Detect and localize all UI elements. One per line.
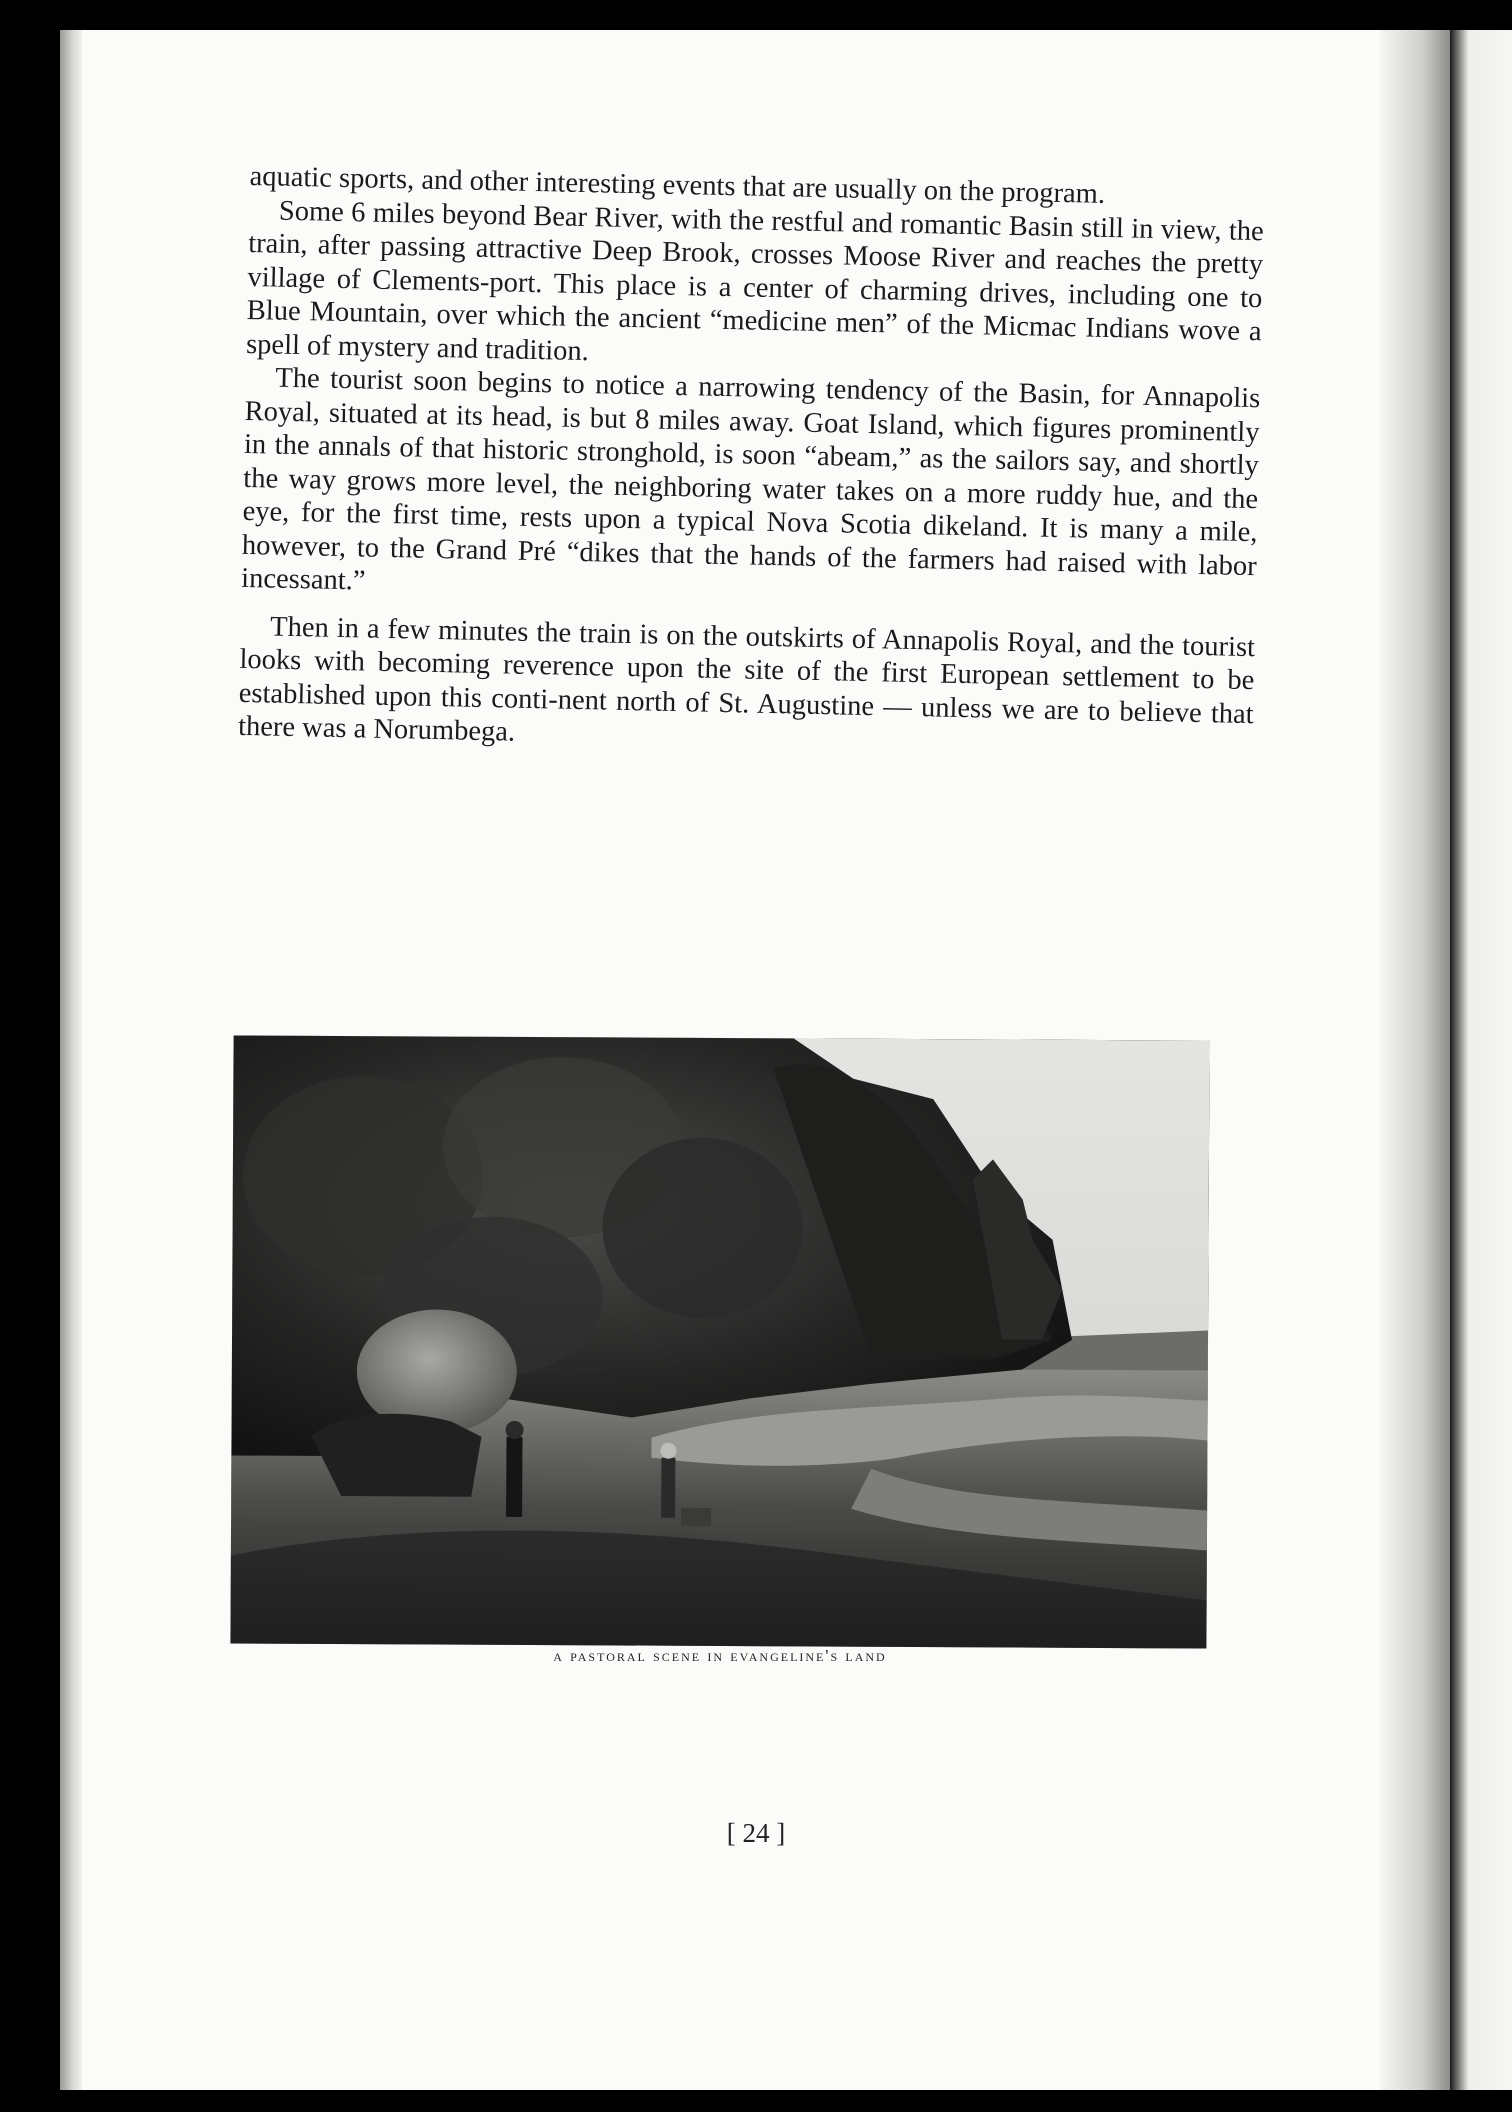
pastoral-scene-image [230, 1035, 1209, 1648]
paragraph: Some 6 miles beyond Bear River, with the restful and romantic Basin still in view, the train, after passing attractive Deep Brook, crosses Moose River and reaches the pretty village of Clements-port. This place is a center of charming drives, including one to Blue Mountain, over which the ancient “medicine men” of the Micmac Indians wove a spell of mystery and tradition. [245, 195, 1265, 367]
paragraph: The tourist soon begins to notice a narrowing tendency of the Basin, for Annapolis Royal, situated at its head, is but 8 miles away. Goat Island, which figures prominently in the annals of that historic stronghold, is soon “abeam,” as the sailors say, and shortly the way grows more level, the neighboring water takes on a more ruddy hue, and the eye, for the first time, rests upon a typical Nova Scotia dikeland. It is many a mile, however, to the Grand Pré “dikes that the hands of the farmers had raised with labor incessant.” [240, 362, 1261, 597]
paragraph: Then in a few minutes the train is on the outskirts of Annapolis Royal, and the tourist looks with becoming reverence upon the site of the first European settlement to be established upon this conti-nent north of St. Augustine — unless we are to believe that there was a Norumbega. [237, 611, 1256, 748]
page-edge [60, 30, 82, 2090]
page-gutter [1380, 30, 1450, 2090]
photograph [230, 1035, 1209, 1648]
figure-caption: a pastoral scene in evangeline's land [553, 1646, 887, 1665]
body-text [238, 160, 1265, 765]
facing-page-edge [1450, 30, 1512, 2090]
paragraph: aquatic sports, and other interesting events that are usually on the program. [249, 160, 1106, 210]
page-number: [ 24 ] [726, 1818, 786, 1848]
